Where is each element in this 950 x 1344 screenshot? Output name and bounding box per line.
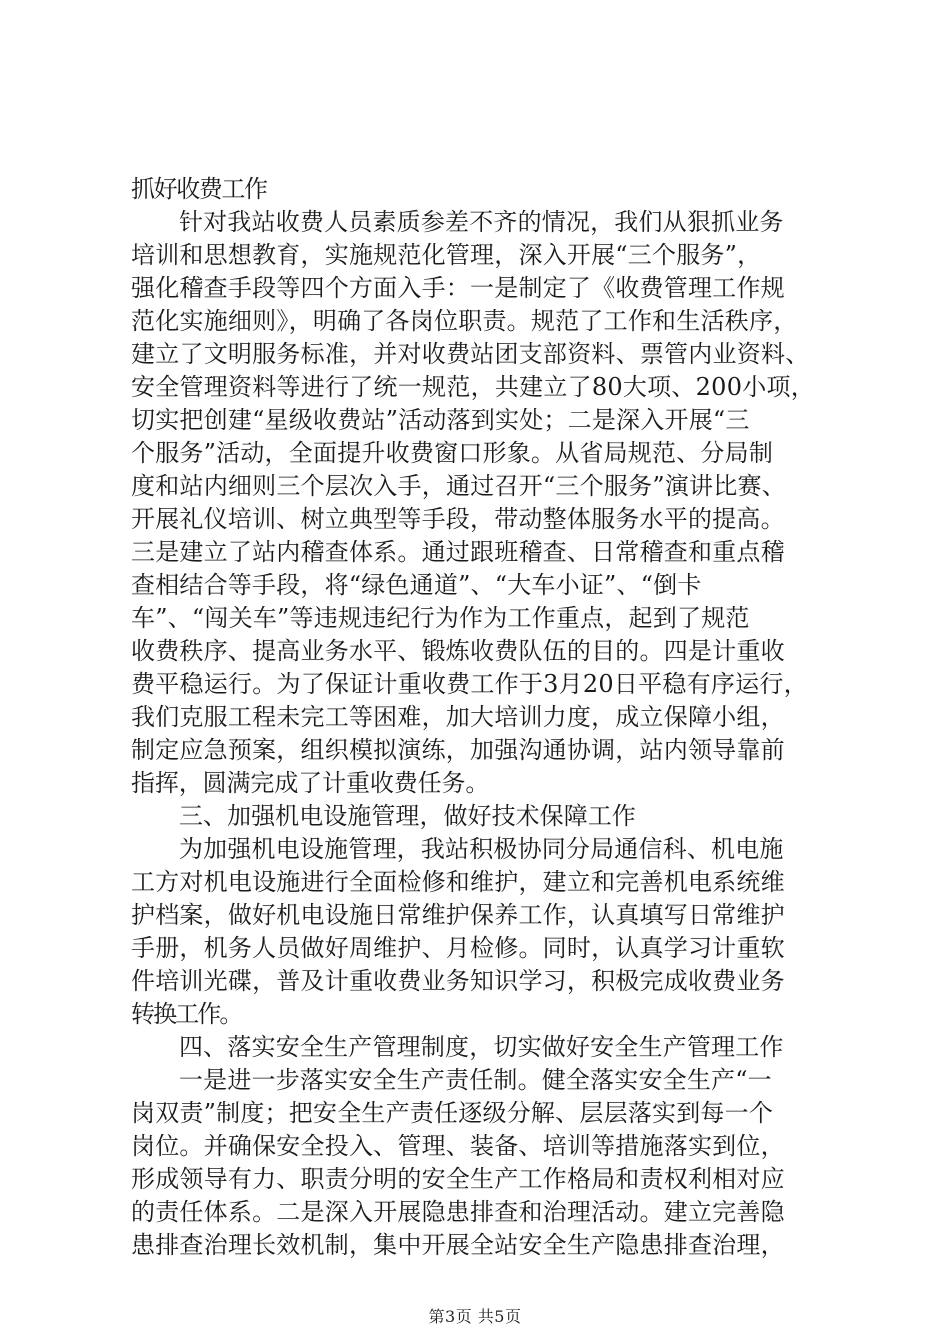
text-line: 范化实施细则》，明确了各岗位职责。规范了工作和生活秩序， (131, 307, 798, 335)
text-line: 制定应急预案，组织模拟演练，加强沟通协调，站内领导靠前 (131, 736, 785, 764)
text-line: 岗位。并确保安全投入、管理、装备、培训等措施落实到位， (131, 1132, 785, 1160)
text-line: 岗双责”制度；把安全生产责任逐级分解、层层落实到每一个 (131, 1099, 774, 1127)
text-line: 查相结合等手段，将“绿色通道”、“大车小证”、“倒卡 (131, 571, 702, 599)
text-line: 个服务”活动，全面提升收费窗口形象。从省局规范、分局制 (131, 439, 774, 467)
text-line: 安全管理资料等进行了统一规范，共建立了80大项、200小项， (131, 373, 816, 401)
text-line: 为加强机电设施管理，我站积极协同分局通信科、机电施 (179, 835, 784, 863)
text-line: 费平稳运行。为了保证计重收费工作于3月20日平稳有序运行， (131, 670, 808, 698)
text-line: 患排查治理长效机制，集中开展全站安全生产隐患排查治理， (131, 1231, 785, 1259)
text-line: 培训和思想教育，实施规范化管理，深入开展“三个服务”， (131, 241, 762, 269)
text-line: 针对我站收费人员素质参差不齐的情况，我们从狠抓业务 (179, 208, 784, 236)
text-line: 我们克服工程未完工等困难，加大培训力度，成立保障小组， (131, 703, 785, 731)
text-line: 件培训光碟，普及计重收费业务知识学习，积极完成收费业务 (131, 967, 785, 995)
text-line: 三、加强机电设施管理，做好技术保障工作 (179, 802, 636, 830)
text-line: 强化稽查手段等四个方面入手：一是制定了《收费管理工作规 (131, 274, 785, 302)
page-footer: 第3页 共5页 (428, 1307, 522, 1326)
text-line: 护档案，做好机电设施日常维护保养工作，认真填写日常维护 (131, 901, 785, 929)
text-line: 建立了文明服务标准，并对收费站团支部资料、票管内业资料、 (131, 340, 810, 368)
text-line: 指挥，圆满完成了计重收费任务。 (131, 769, 490, 797)
text-line: 收费秩序、提高业务水平、锻炼收费队伍的目的。四是计重收 (131, 637, 785, 665)
text-line: 切实把创建“星级收费站”活动落到实处；二是深入开展“三 (131, 406, 750, 434)
text-line: 转换工作。 (131, 1000, 242, 1028)
document-body (131, 173, 831, 1262)
text-line: 工方对机电设施进行全面检修和维护，建立和完善机电系统维 (131, 868, 785, 896)
text-line: 车”、“闯关车”等违规违纪行为作为工作重点，起到了规范 (131, 604, 750, 632)
text-line: 开展礼仪培训、树立典型等手段，带动整体服务水平的提高。 (131, 505, 785, 533)
text-line: 的责任体系。二是深入开展隐患排查和治理活动。建立完善隐 (131, 1198, 785, 1226)
text-line: 度和站内细则三个层次入手，通过召开“三个服务”演讲比赛、 (131, 472, 786, 500)
text-line: 形成领导有力、职责分明的安全生产工作格局和责权利相对应 (131, 1165, 785, 1193)
text-line: 三是建立了站内稽查体系。通过跟班稽查、日常稽查和重点稽 (131, 538, 785, 566)
text-line: 手册，机务人员做好周维护、月检修。同时，认真学习计重软 (131, 934, 785, 962)
text-line: 四、落实安全生产管理制度，切实做好安全生产管理工作 (179, 1033, 784, 1061)
text-line: 抓好收费工作 (131, 175, 267, 203)
text-line: 一是进一步落实安全生产责任制。健全落实安全生产“一 (179, 1066, 772, 1094)
